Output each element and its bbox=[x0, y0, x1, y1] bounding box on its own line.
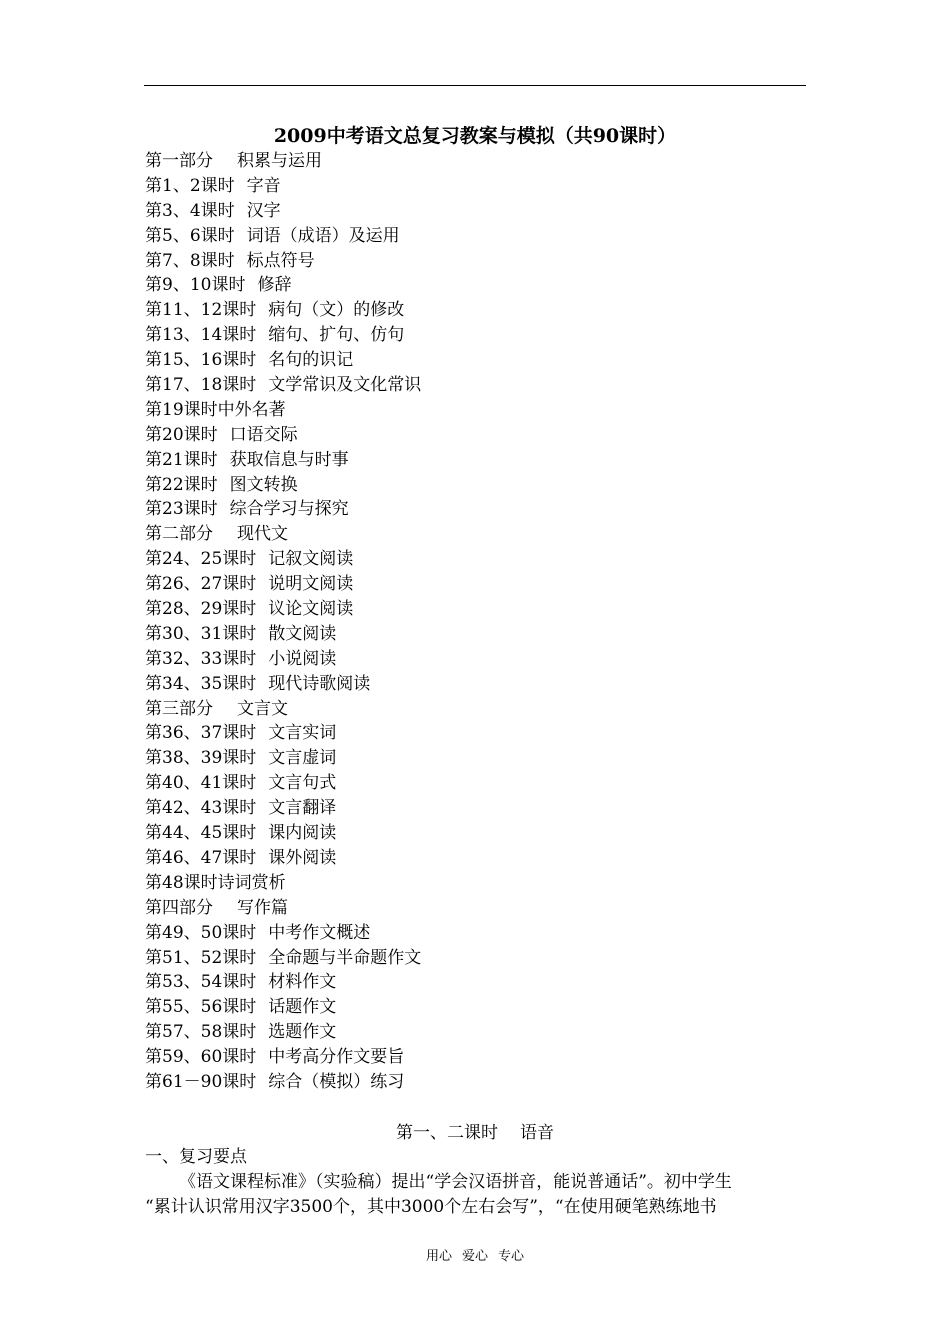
page-footer bbox=[0, 1248, 950, 1266]
toc-item-number: 第28、29课时 bbox=[145, 599, 257, 620]
toc-item-number: 第20课时 bbox=[145, 424, 218, 445]
toc-item bbox=[145, 672, 421, 697]
toc-item-name: 全命题与半命题作文 bbox=[268, 947, 422, 968]
toc-item bbox=[145, 622, 421, 647]
document-title: 2009中考语文总复习教案与模拟（共90课时） bbox=[273, 125, 677, 147]
toc-item-number: 第40、41课时 bbox=[145, 773, 257, 794]
toc-item-name: 文学常识及文化常识 bbox=[268, 375, 422, 396]
toc-item-number: 第13、14课时 bbox=[145, 325, 257, 346]
toc-item-name: 图文转换 bbox=[229, 474, 298, 495]
toc-item bbox=[145, 995, 421, 1020]
toc-item-number: 第44、45课时 bbox=[145, 823, 257, 844]
toc-item-number: 第59、60课时 bbox=[145, 1047, 257, 1068]
toc-item-name: 中外名著 bbox=[217, 399, 286, 420]
toc-item-name: 汉字 bbox=[246, 200, 281, 221]
toc-item-name: 中考作文概述 bbox=[268, 922, 371, 943]
toc-item bbox=[145, 597, 421, 622]
toc-item bbox=[145, 373, 421, 398]
toc-item-name: 课内阅读 bbox=[268, 823, 337, 844]
toc-item-name: 词语（成语）及运用 bbox=[246, 225, 400, 246]
toc-item-name: 积累与运用 bbox=[237, 151, 322, 171]
toc-item bbox=[145, 448, 421, 473]
toc-item-name: 综合学习与探究 bbox=[229, 499, 349, 520]
toc-item-number: 第22课时 bbox=[145, 474, 218, 495]
toc-item bbox=[145, 846, 421, 871]
toc-item-number: 第32、33课时 bbox=[145, 648, 257, 669]
toc-item-name: 文言文 bbox=[237, 698, 288, 719]
toc-item bbox=[145, 970, 421, 995]
toc-item bbox=[145, 746, 421, 771]
paragraph-line: 《语文课程标准》（实验稿）提出“学会汉语拼音，能说普通话”。初中学生 bbox=[179, 1172, 732, 1192]
toc-item-number: 第30、31课时 bbox=[145, 623, 257, 644]
toc-item bbox=[145, 398, 421, 423]
toc-item-name: 记叙文阅读 bbox=[268, 549, 354, 570]
toc-item-name: 修辞 bbox=[257, 275, 292, 296]
toc-item bbox=[145, 348, 421, 373]
toc-item bbox=[145, 946, 421, 971]
toc-item bbox=[145, 224, 421, 249]
toc-item bbox=[145, 1020, 421, 1045]
toc-item-name: 口语交际 bbox=[229, 424, 298, 445]
toc-item-name: 选题作文 bbox=[268, 1022, 337, 1043]
toc-item bbox=[145, 273, 421, 298]
toc-item-number: 第55、56课时 bbox=[145, 997, 257, 1018]
toc-item-number: 第23课时 bbox=[145, 499, 218, 520]
toc-item-name: 标点符号 bbox=[246, 250, 315, 271]
toc-item bbox=[145, 796, 421, 821]
toc-part-heading bbox=[145, 697, 421, 722]
toc-item-number: 第26、27课时 bbox=[145, 574, 257, 595]
toc-item-name: 文言翻译 bbox=[268, 798, 337, 819]
toc-item bbox=[145, 1070, 421, 1095]
toc-item-number: 第7、8课时 bbox=[145, 250, 235, 271]
table-of-contents bbox=[145, 149, 421, 1095]
toc-item-name: 课外阅读 bbox=[268, 847, 337, 868]
toc-part-heading bbox=[145, 522, 421, 547]
toc-item-number: 第15、16课时 bbox=[145, 350, 257, 371]
toc-item bbox=[145, 821, 421, 846]
section-heading-lessons: 第一、二课时 bbox=[396, 1123, 498, 1143]
toc-part-heading bbox=[145, 149, 421, 174]
header-rule bbox=[144, 85, 806, 86]
toc-item-name: 中考高分作文要旨 bbox=[268, 1047, 405, 1068]
body-paragraph bbox=[145, 1170, 807, 1220]
toc-item-name: 材料作文 bbox=[268, 972, 337, 993]
toc-item bbox=[145, 572, 421, 597]
toc-item bbox=[145, 647, 421, 672]
toc-item-number: 第11、12课时 bbox=[145, 300, 257, 321]
toc-item-number: 第61－90课时 bbox=[145, 1071, 257, 1092]
toc-item-name: 名句的识记 bbox=[268, 350, 354, 371]
toc-item-name: 缩句、扩句、仿句 bbox=[268, 325, 405, 346]
toc-item-name: 现代诗歌阅读 bbox=[268, 673, 371, 694]
toc-item-name: 文言实词 bbox=[268, 723, 337, 744]
toc-item-name: 写作篇 bbox=[237, 897, 288, 918]
toc-item-number: 第二部分 bbox=[145, 524, 213, 545]
toc-item-number: 第49、50课时 bbox=[145, 922, 257, 943]
toc-item-number: 第34、35课时 bbox=[145, 673, 257, 694]
toc-item bbox=[145, 771, 421, 796]
toc-item-number: 第51、52课时 bbox=[145, 947, 257, 968]
footer-word: 爱心 bbox=[461, 1249, 488, 1264]
toc-item-number: 第53、54课时 bbox=[145, 972, 257, 993]
toc-item-number: 第5、6课时 bbox=[145, 225, 235, 246]
toc-item-number: 第17、18课时 bbox=[145, 375, 257, 396]
toc-item bbox=[145, 473, 421, 498]
toc-item-number: 第57、58课时 bbox=[145, 1022, 257, 1043]
toc-item-number: 第四部分 bbox=[145, 897, 213, 918]
toc-item-name: 诗词赏析 bbox=[217, 872, 286, 893]
toc-item bbox=[145, 199, 421, 224]
section-heading-topic: 语音 bbox=[520, 1123, 554, 1143]
toc-item-number: 第36、37课时 bbox=[145, 723, 257, 744]
toc-item-name: 现代文 bbox=[237, 524, 288, 545]
toc-item-name: 散文阅读 bbox=[268, 623, 337, 644]
toc-item bbox=[145, 497, 421, 522]
toc-item bbox=[145, 1045, 421, 1070]
toc-item bbox=[145, 423, 421, 448]
toc-item-number: 第21课时 bbox=[145, 449, 218, 470]
toc-item-number: 第三部分 bbox=[145, 698, 213, 719]
toc-item bbox=[145, 871, 421, 896]
toc-item-name: 文言虚词 bbox=[268, 748, 337, 769]
footer-word: 专心 bbox=[498, 1249, 525, 1264]
toc-item-name: 小说阅读 bbox=[268, 648, 337, 669]
toc-item-number: 第46、47课时 bbox=[145, 847, 257, 868]
toc-item-number: 第一部分 bbox=[145, 151, 213, 171]
toc-item-number: 第38、39课时 bbox=[145, 748, 257, 769]
review-points-heading: 一、复习要点 bbox=[145, 1147, 247, 1167]
section-heading bbox=[0, 1121, 950, 1145]
toc-item-name: 综合（模拟）练习 bbox=[268, 1071, 405, 1092]
toc-item-number: 第19课时 bbox=[145, 399, 218, 420]
toc-item-name: 话题作文 bbox=[268, 997, 337, 1018]
toc-item bbox=[145, 921, 421, 946]
toc-item-number: 第42、43课时 bbox=[145, 798, 257, 819]
paragraph-line: “累计认识常用汉字3500个，其中3000个左右会写”，“在使用硬笔熟练地书 bbox=[145, 1197, 717, 1217]
toc-item-number: 第24、25课时 bbox=[145, 549, 257, 570]
toc-item-number: 第3、4课时 bbox=[145, 200, 235, 221]
toc-item-number: 第9、10课时 bbox=[145, 275, 246, 296]
toc-item-name: 议论文阅读 bbox=[268, 599, 354, 620]
toc-item bbox=[145, 721, 421, 746]
footer-word: 用心 bbox=[425, 1249, 452, 1264]
toc-item bbox=[145, 547, 421, 572]
toc-item bbox=[145, 249, 421, 274]
toc-item-name: 说明文阅读 bbox=[268, 574, 354, 595]
toc-item bbox=[145, 298, 421, 323]
toc-item-name: 文言句式 bbox=[268, 773, 337, 794]
toc-item-number: 第48课时 bbox=[145, 872, 218, 893]
toc-item-name: 获取信息与时事 bbox=[229, 449, 349, 470]
toc-item-name: 字音 bbox=[246, 175, 281, 196]
toc-part-heading bbox=[145, 896, 421, 921]
toc-item bbox=[145, 323, 421, 348]
toc-item-name: 病句（文）的修改 bbox=[268, 300, 405, 321]
toc-item-number: 第1、2课时 bbox=[145, 175, 235, 196]
toc-item bbox=[145, 174, 421, 199]
